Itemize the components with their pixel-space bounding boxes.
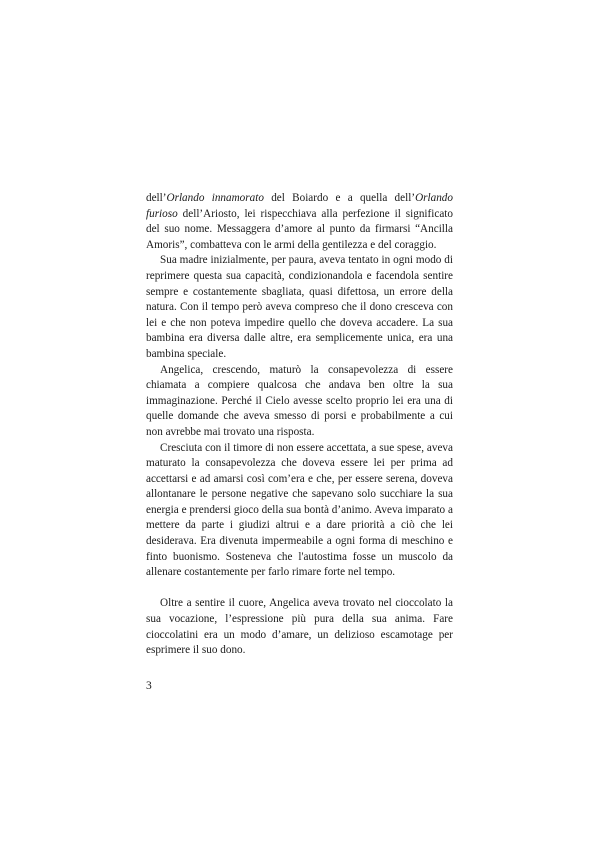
page-number: 3	[146, 680, 152, 692]
body-text	[146, 191, 453, 659]
book-title: Orlando furioso	[146, 192, 453, 220]
text-run: dell’	[146, 192, 167, 204]
paragraph-4	[146, 441, 453, 581]
text-run: Angelica, crescendo, maturò la consapevolezza di essere chiamata a compiere qualcosa che andava ben oltre la sua immaginazione. Perché il Cielo avesse scelto proprio lei era una di quelle domande che aveva smesso di porsi e probabilmente a cui non avrebbe mai trovato una risposta.	[146, 363, 453, 438]
book-title: Orlando innamorato	[166, 192, 264, 204]
text-run: del Boiardo e a quella dell’	[263, 192, 416, 204]
paragraph-3	[146, 363, 453, 441]
text-run: Oltre a sentire il cuore, Angelica aveva trovato nel cioccolato la sua vocazione, l’espressione più pura della sua anima. Fare cioccolatini era un modo d’amare, un delizioso escamotage per esprimere il suo dono.	[146, 597, 453, 657]
paragraph-2	[146, 253, 453, 362]
paragraph-1	[146, 191, 453, 253]
text-run: dell’Ariosto, lei rispecchiava alla perfezione il significato del suo nome. Messaggera d’amore al punto da firmarsi “Ancilla Amoris”, combatteva con le armi della gentilezza e del coraggio.	[146, 207, 453, 251]
text-run: Cresciuta con il timore di non essere accettata, a sue spese, aveva maturato la consapevolezza che doveva essere lei per prima ad accettarsi e ad amarsi così com’era e che, per essere serena, doveva allontanare le persone negative che sapevano solo succhiare la sua energia e prendersi gioco della sua bontà d’animo. Aveva imparato a mettere da parte i giudizi altrui e a dare priorità a ciò che lei desiderava. Era divenuta impermeabile a ogni forma di meschino e finto buonismo. Sosteneva che l'autostima fosse un muscolo da allenare costantemente per farlo rimare forte nel tempo.	[146, 441, 453, 579]
text-run: Sua madre inizialmente, per paura, aveva tentato in ogni modo di reprimere questa sua capacità, condizionandola e facendola sentire sempre e costantemente sbagliata, quasi difettosa, un errore della natura. Con il tempo però aveva compreso che il dono cresceva con lei e che non poteva impedire quello che doveva accadere. La sua bambina era diversa dalle altre, era semplicemente unica, era una bambina speciale.	[146, 254, 453, 360]
paragraph-5	[146, 596, 453, 658]
